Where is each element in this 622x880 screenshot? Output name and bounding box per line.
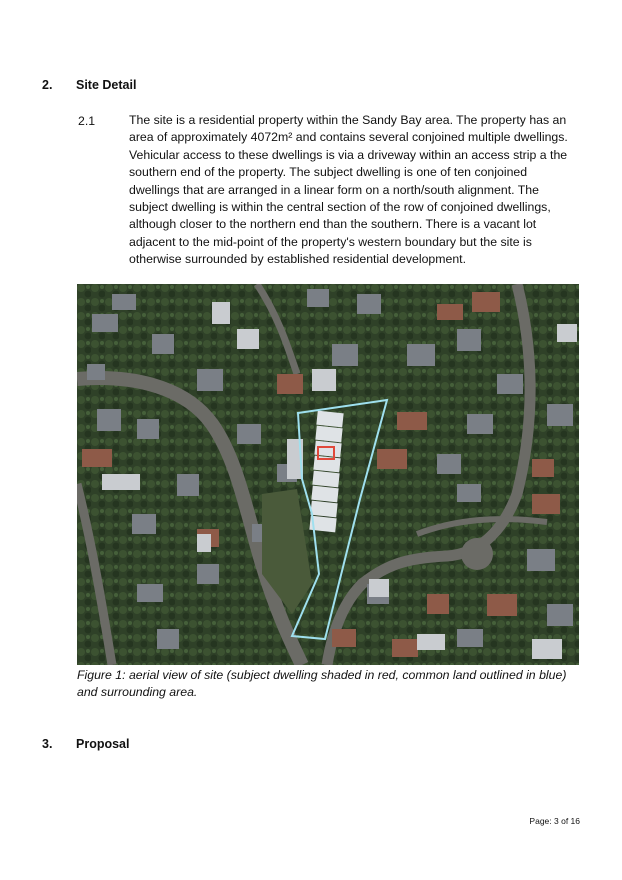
page-number: Page: 3 of 16 [529,816,580,826]
section-3-number: 3. [42,737,53,751]
cul-de-sac [461,538,493,570]
site-detail-paragraph: The site is a residential property within the Sandy Bay area. The property has an area of approximately 4072m² and contains several conjoined multiple dwellings. Vehicular access to these dwellings is via a driveway within an access strip a the southern end of the property. The subject dwelling is one of ten conjoined dwellings that are arranged in a linear form on a north/south alignment. The subject dwelling is within the central section of the row of conjoined dwellings, although closer to the northern end than the southern. There is a vacant lot adjacent to the mid-point of the property's western boundary but the site is otherwise surrounded by established residential development. [129,113,568,267]
figure-caption: Figure 1: aerial view of site (subject dwelling shaded in red, common land outlined in blue) and surrounding area. [77,668,567,700]
section-3-heading [42,737,130,751]
aerial-photo [77,284,579,665]
section-2-heading [42,78,136,92]
aerial-view-image [77,284,579,665]
section-3-title: Proposal [76,737,130,751]
paragraph-number: 2.1 [78,114,96,128]
section-2-number: 2. [42,78,53,92]
section-2-title: Site Detail [76,78,137,92]
